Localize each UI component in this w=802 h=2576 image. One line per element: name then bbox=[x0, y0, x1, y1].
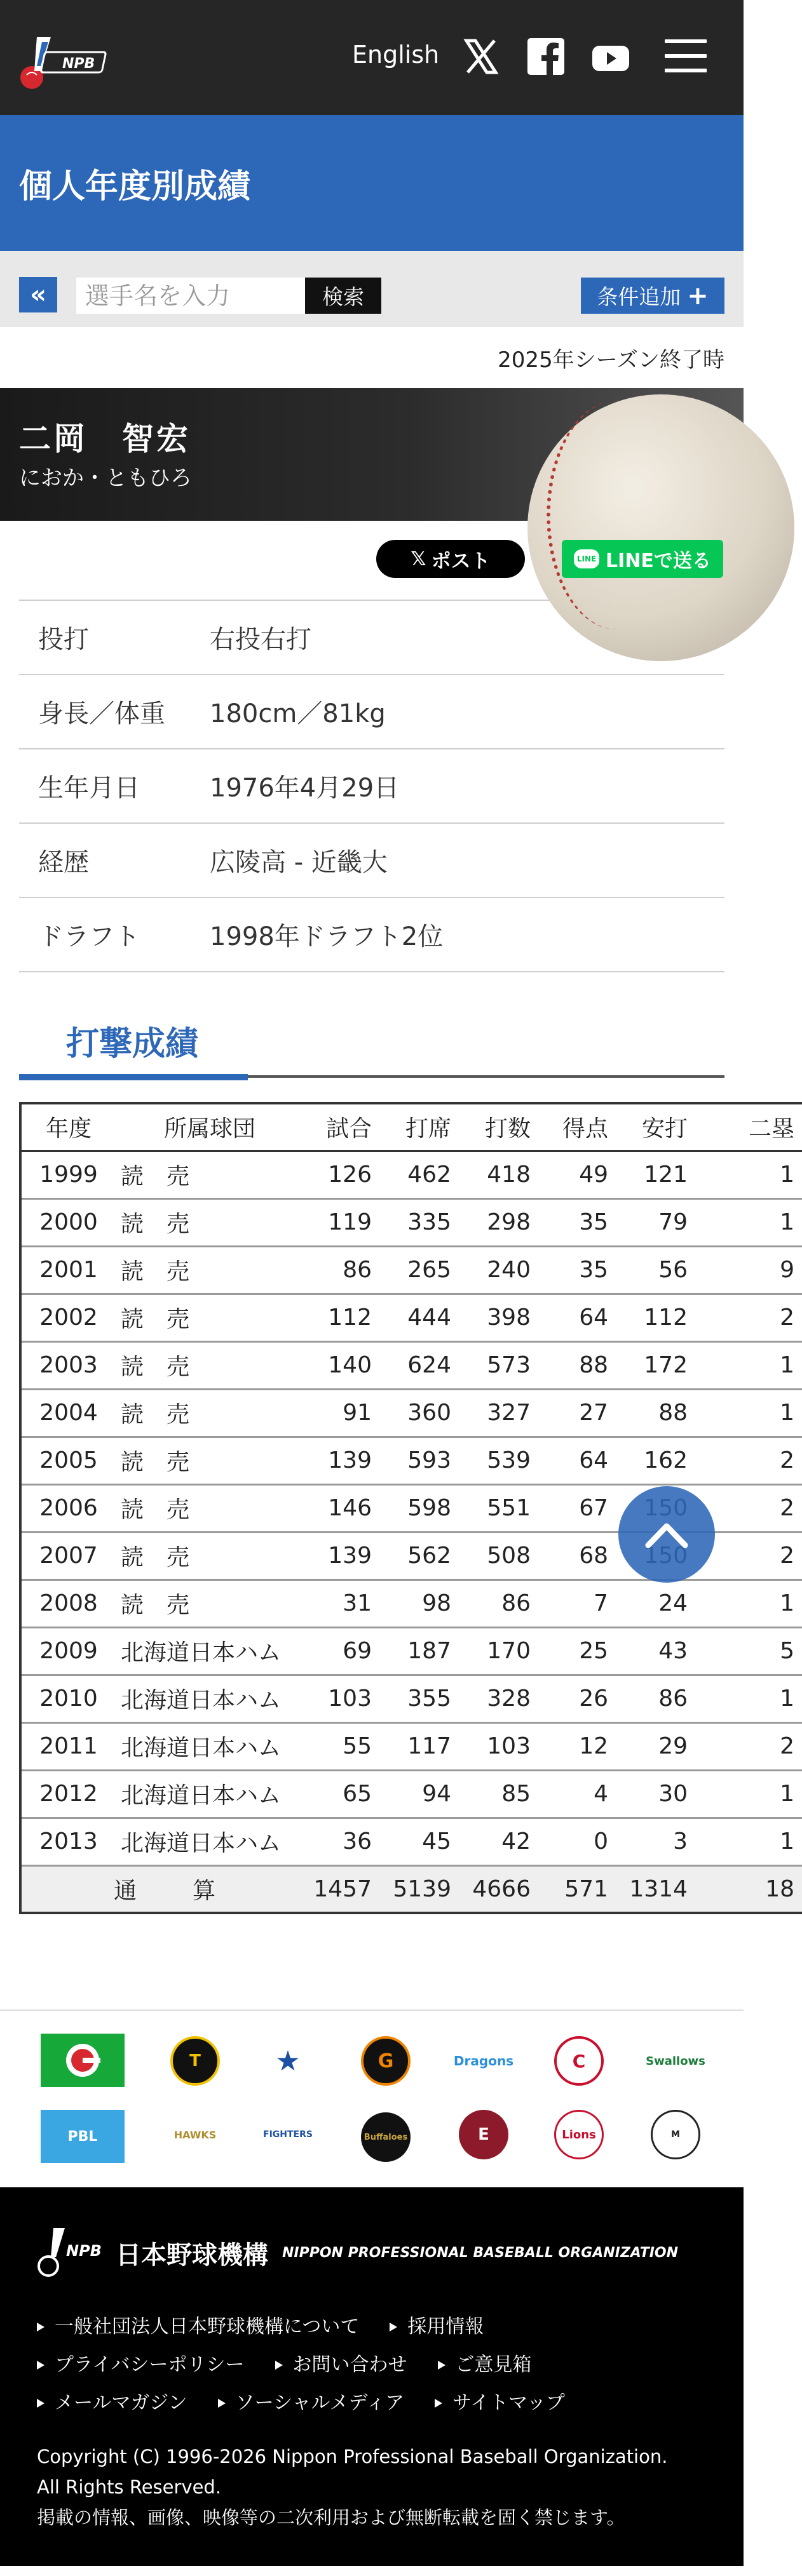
stat-cell: 1 bbox=[695, 1580, 802, 1627]
profile-label: ドラフト bbox=[38, 922, 140, 951]
profile-value: 1976年4月29日 bbox=[210, 774, 400, 803]
profile-label: 生年月日 bbox=[38, 774, 140, 803]
stat-cell: 68 bbox=[538, 1532, 616, 1580]
stat-cell: 3 bbox=[616, 1818, 695, 1865]
svg-text:NPB: NPB bbox=[66, 2242, 102, 2260]
year-cell: 2009 bbox=[20, 1627, 116, 1675]
stat-cell: 85 bbox=[459, 1770, 538, 1818]
stat-cell: 2 bbox=[695, 1722, 802, 1770]
stat-cell: 119 bbox=[306, 1198, 379, 1246]
table-row bbox=[20, 1246, 802, 1294]
stat-cell: 24 bbox=[616, 1580, 695, 1627]
table-header-row bbox=[20, 1103, 802, 1151]
column-header: 得点 bbox=[538, 1103, 616, 1151]
english-link[interactable]: English bbox=[352, 41, 440, 69]
stat-cell: 1 bbox=[695, 1770, 802, 1818]
table-row bbox=[20, 1198, 802, 1246]
giants-logo[interactable]: G bbox=[361, 2036, 411, 2086]
footer-logo-en: NIPPON PROFESSIONAL BASEBALL ORGANIZATION bbox=[282, 2244, 679, 2261]
stat-cell: 45 bbox=[379, 1818, 459, 1865]
column-header: 安打 bbox=[616, 1103, 695, 1151]
profile-label: 経歴 bbox=[38, 848, 89, 877]
stat-cell: 462 bbox=[379, 1151, 459, 1198]
stat-cell: 1 bbox=[695, 1198, 802, 1246]
footer-link-row bbox=[37, 2346, 595, 2384]
stat-cell: 64 bbox=[538, 1437, 616, 1484]
dragons-logo[interactable]: Dragons bbox=[459, 2036, 508, 2086]
stat-cell: 139 bbox=[306, 1437, 379, 1484]
stat-cell: 170 bbox=[459, 1627, 538, 1675]
stat-cell: 1 bbox=[695, 1818, 802, 1865]
footer-link[interactable]: ご意見箱 bbox=[438, 2346, 532, 2384]
stat-cell: 86 bbox=[306, 1246, 379, 1294]
year-cell: 1999 bbox=[20, 1151, 116, 1198]
table-row bbox=[20, 1294, 802, 1341]
site-footer bbox=[0, 2187, 744, 2566]
total-cell: 5139 bbox=[379, 1865, 459, 1913]
stat-cell: 418 bbox=[459, 1151, 538, 1198]
stat-cell: 103 bbox=[306, 1675, 379, 1722]
search-bar bbox=[0, 251, 744, 327]
add-condition-label: 条件追加 bbox=[597, 285, 681, 309]
stat-cell: 112 bbox=[616, 1294, 695, 1341]
footer-link[interactable]: ソーシャルメディア bbox=[218, 2384, 405, 2422]
profile-row bbox=[19, 749, 724, 824]
total-cell: 571 bbox=[538, 1865, 616, 1913]
stat-cell: 36 bbox=[306, 1818, 379, 1865]
year-cell: 2000 bbox=[20, 1198, 116, 1246]
stat-cell: 27 bbox=[538, 1389, 616, 1437]
x-icon[interactable] bbox=[463, 38, 500, 75]
stat-cell: 64 bbox=[538, 1294, 616, 1341]
stat-cell: 444 bbox=[379, 1294, 459, 1341]
stat-cell: 42 bbox=[459, 1818, 538, 1865]
add-condition-button[interactable] bbox=[581, 278, 724, 314]
season-note: 2025年シーズン終了時 bbox=[498, 347, 724, 373]
year-cell: 2008 bbox=[20, 1580, 116, 1627]
stat-cell: 49 bbox=[538, 1151, 616, 1198]
profile-row bbox=[19, 675, 724, 749]
site-header bbox=[0, 0, 744, 115]
stat-cell: 65 bbox=[306, 1770, 379, 1818]
line-share-button[interactable] bbox=[562, 540, 723, 578]
stat-cell: 598 bbox=[379, 1484, 459, 1532]
year-cell: 2013 bbox=[20, 1818, 116, 1865]
stat-cell: 5 bbox=[695, 1627, 802, 1675]
stat-cell: 67 bbox=[538, 1484, 616, 1532]
stat-cell: 1 bbox=[695, 1389, 802, 1437]
stat-cell: 79 bbox=[616, 1198, 695, 1246]
table-row bbox=[20, 1341, 802, 1389]
total-cell: 1457 bbox=[306, 1865, 379, 1913]
stat-cell: 121 bbox=[616, 1151, 695, 1198]
stat-cell: 298 bbox=[459, 1198, 538, 1246]
share-row bbox=[0, 521, 744, 600]
stat-cell: 103 bbox=[459, 1722, 538, 1770]
svg-text:NPB: NPB bbox=[62, 56, 95, 72]
stat-cell: 335 bbox=[379, 1198, 459, 1246]
buffaloes-logo[interactable]: Buffaloes bbox=[361, 2112, 411, 2162]
page-title: 個人年度別成績 bbox=[19, 167, 251, 206]
stat-cell: 2 bbox=[695, 1437, 802, 1484]
fighters-logo[interactable]: FIGHTERS bbox=[263, 2110, 313, 2159]
title-bar bbox=[0, 115, 744, 251]
stat-cell: 140 bbox=[306, 1341, 379, 1389]
stat-cell: 55 bbox=[306, 1722, 379, 1770]
stat-cell: 91 bbox=[306, 1389, 379, 1437]
profile-value: 広陵高 - 近畿大 bbox=[210, 848, 388, 877]
stat-cell: 0 bbox=[538, 1818, 616, 1865]
table-row bbox=[20, 1437, 802, 1484]
stat-cell: 12 bbox=[538, 1722, 616, 1770]
year-cell: 2001 bbox=[20, 1246, 116, 1294]
total-cell: 1314 bbox=[616, 1865, 695, 1913]
footer-link-row bbox=[37, 2308, 595, 2346]
stat-cell: 86 bbox=[459, 1580, 538, 1627]
player-profile bbox=[19, 600, 724, 972]
stat-cell: 88 bbox=[538, 1341, 616, 1389]
team-cell: 読 売 bbox=[116, 1246, 306, 1294]
stat-cell: 172 bbox=[616, 1341, 695, 1389]
swallows-logo[interactable]: Swallows bbox=[651, 2036, 700, 2086]
x-icon: 𝕏 bbox=[411, 547, 426, 570]
scroll-to-top-button[interactable] bbox=[618, 1486, 715, 1583]
team-cell: 読 売 bbox=[116, 1294, 306, 1341]
stat-cell: 7 bbox=[538, 1580, 616, 1627]
back-button[interactable] bbox=[19, 277, 57, 312]
menu-icon[interactable] bbox=[665, 39, 707, 72]
footer-link[interactable]: 採用情報 bbox=[390, 2308, 484, 2346]
footer-link[interactable]: メールマガジン bbox=[37, 2384, 187, 2422]
npb-mark-icon bbox=[37, 2224, 107, 2281]
player-search-input[interactable] bbox=[76, 278, 305, 314]
stat-cell: 327 bbox=[459, 1389, 538, 1437]
team-cell: 北海道日本ハム bbox=[116, 1722, 306, 1770]
table-row bbox=[20, 1770, 802, 1818]
copyright-line: Copyright (C) 1996-2026 Nippon Professional Baseball Organization. bbox=[37, 2446, 668, 2467]
year-cell: 2003 bbox=[20, 1341, 116, 1389]
footer-link[interactable]: プライバシーポリシー bbox=[37, 2346, 245, 2384]
stat-cell: 240 bbox=[459, 1246, 538, 1294]
profile-value: 右投右打 bbox=[210, 625, 311, 654]
player-kana: におか・ともひろ bbox=[19, 466, 192, 491]
table-total-row bbox=[20, 1865, 802, 1913]
team-cell: 読 売 bbox=[116, 1484, 306, 1532]
stat-cell: 1 bbox=[695, 1151, 802, 1198]
team-cell: 読 売 bbox=[116, 1580, 306, 1627]
central-league-logo[interactable] bbox=[41, 2034, 125, 2087]
column-header: 打席 bbox=[379, 1103, 459, 1151]
search-button[interactable]: 検索 bbox=[305, 278, 381, 314]
stat-cell: 508 bbox=[459, 1532, 538, 1580]
batting-section-title: 打撃成績 bbox=[66, 1025, 199, 1063]
column-header: 年度 bbox=[20, 1103, 116, 1151]
marines-logo[interactable]: M bbox=[651, 2110, 700, 2159]
table-row bbox=[20, 1675, 802, 1722]
total-cell: 18 bbox=[695, 1865, 802, 1913]
carp-logo[interactable]: C bbox=[554, 2036, 604, 2086]
year-cell: 2006 bbox=[20, 1484, 116, 1532]
stat-cell: 86 bbox=[616, 1675, 695, 1722]
column-header: 所属球団 bbox=[116, 1103, 306, 1151]
table-row bbox=[20, 1151, 802, 1198]
stat-cell: 98 bbox=[379, 1580, 459, 1627]
footer-link[interactable]: お問い合わせ bbox=[275, 2346, 407, 2384]
profile-value: 180cm／81kg bbox=[210, 699, 386, 728]
team-cell: 北海道日本ハム bbox=[116, 1627, 306, 1675]
x-post-button[interactable] bbox=[376, 540, 525, 578]
team-cell: 北海道日本ハム bbox=[116, 1770, 306, 1818]
profile-label: 身長／体重 bbox=[38, 699, 165, 728]
baystars-logo[interactable]: ★ bbox=[263, 2036, 313, 2086]
batting-section-header bbox=[19, 1010, 724, 1078]
stat-cell: 2 bbox=[695, 1532, 802, 1580]
x-post-label: ポスト bbox=[431, 549, 491, 573]
eagles-logo[interactable]: E bbox=[459, 2110, 508, 2159]
stat-cell: 69 bbox=[306, 1627, 379, 1675]
stat-cell: 146 bbox=[306, 1484, 379, 1532]
stat-cell: 35 bbox=[538, 1246, 616, 1294]
youtube-icon[interactable] bbox=[592, 38, 629, 75]
total-label: 通 算 bbox=[20, 1865, 306, 1913]
stat-cell: 328 bbox=[459, 1675, 538, 1722]
copyright bbox=[37, 2441, 667, 2533]
stat-cell: 624 bbox=[379, 1341, 459, 1389]
table-row bbox=[20, 1580, 802, 1627]
stat-cell: 30 bbox=[616, 1770, 695, 1818]
footer-link[interactable]: 一般社団法人日本野球機構について bbox=[37, 2308, 359, 2346]
stat-cell: 29 bbox=[616, 1722, 695, 1770]
stat-cell: 2 bbox=[695, 1484, 802, 1532]
stat-cell: 25 bbox=[538, 1627, 616, 1675]
profile-row bbox=[19, 824, 724, 898]
double-chevron-left-icon: « bbox=[30, 280, 43, 309]
team-cell: 北海道日本ハム bbox=[116, 1818, 306, 1865]
column-header: 打数 bbox=[459, 1103, 538, 1151]
section-underline bbox=[19, 1074, 248, 1080]
team-cell: 北海道日本ハム bbox=[116, 1675, 306, 1722]
year-cell: 2010 bbox=[20, 1675, 116, 1722]
table-row bbox=[20, 1722, 802, 1770]
column-header: 試合 bbox=[306, 1103, 379, 1151]
footer-logo[interactable] bbox=[37, 2224, 678, 2281]
stat-cell: 9 bbox=[695, 1246, 802, 1294]
profile-value: 1998年ドラフト2位 bbox=[210, 922, 444, 951]
footer-logo-jp: 日本野球機構 bbox=[116, 2240, 268, 2270]
team-cell: 読 売 bbox=[116, 1341, 306, 1389]
total-cell: 4666 bbox=[459, 1865, 538, 1913]
stat-cell: 88 bbox=[616, 1389, 695, 1437]
stat-cell: 4 bbox=[538, 1770, 616, 1818]
stat-cell: 1 bbox=[695, 1341, 802, 1389]
stat-cell: 360 bbox=[379, 1389, 459, 1437]
column-header: 二塁 bbox=[695, 1103, 802, 1151]
team-cell: 読 売 bbox=[116, 1532, 306, 1580]
team-cell: 読 売 bbox=[116, 1437, 306, 1484]
stat-cell: 593 bbox=[379, 1437, 459, 1484]
line-share-label: LINEで送る bbox=[606, 550, 711, 572]
footer-link-row bbox=[37, 2384, 595, 2422]
stat-cell: 162 bbox=[616, 1437, 695, 1484]
footer-link[interactable]: サイトマップ bbox=[435, 2384, 565, 2422]
stat-cell: 187 bbox=[379, 1627, 459, 1675]
tigers-logo[interactable]: T bbox=[170, 2036, 220, 2086]
player-name: 二岡 智宏 bbox=[19, 420, 191, 457]
stat-cell: 573 bbox=[459, 1341, 538, 1389]
table-row bbox=[20, 1818, 802, 1865]
stat-cell: 2 bbox=[695, 1294, 802, 1341]
hawks-logo[interactable]: HAWKS bbox=[170, 2110, 220, 2159]
stat-cell: 265 bbox=[379, 1246, 459, 1294]
stat-cell: 112 bbox=[306, 1294, 379, 1341]
copyright-line: All Rights Reserved. bbox=[37, 2476, 222, 2498]
stat-cell: 139 bbox=[306, 1532, 379, 1580]
year-cell: 2005 bbox=[20, 1437, 116, 1484]
stat-cell: 126 bbox=[306, 1151, 379, 1198]
stat-cell: 539 bbox=[459, 1437, 538, 1484]
stat-cell: 35 bbox=[538, 1198, 616, 1246]
chevron-up-icon bbox=[644, 1520, 689, 1549]
table-row bbox=[20, 1627, 802, 1675]
profile-label: 投打 bbox=[38, 625, 89, 654]
team-cell: 読 売 bbox=[116, 1389, 306, 1437]
lions-logo[interactable]: Lions bbox=[554, 2110, 604, 2159]
table-row bbox=[20, 1389, 802, 1437]
stat-cell: 1 bbox=[695, 1675, 802, 1722]
year-cell: 2011 bbox=[20, 1722, 116, 1770]
stat-cell: 398 bbox=[459, 1294, 538, 1341]
stat-cell: 43 bbox=[616, 1627, 695, 1675]
stat-cell: 56 bbox=[616, 1246, 695, 1294]
stat-cell: 94 bbox=[379, 1770, 459, 1818]
stat-cell: 31 bbox=[306, 1580, 379, 1627]
team-logos bbox=[0, 2009, 744, 2187]
team-cell: 読 売 bbox=[116, 1151, 306, 1198]
year-cell: 2002 bbox=[20, 1294, 116, 1341]
stat-cell: 26 bbox=[538, 1675, 616, 1722]
npb-logo[interactable] bbox=[18, 30, 113, 94]
stat-cell: 551 bbox=[459, 1484, 538, 1532]
facebook-icon[interactable] bbox=[527, 38, 564, 75]
player-banner bbox=[0, 388, 744, 521]
year-cell: 2004 bbox=[20, 1389, 116, 1437]
stat-cell: 562 bbox=[379, 1532, 459, 1580]
year-cell: 2007 bbox=[20, 1532, 116, 1580]
pacific-league-logo[interactable]: PBL bbox=[41, 2110, 125, 2163]
stat-cell: 355 bbox=[379, 1675, 459, 1722]
profile-row bbox=[19, 898, 724, 972]
line-icon: LINE bbox=[574, 549, 599, 568]
footer-links bbox=[37, 2308, 595, 2422]
year-cell: 2012 bbox=[20, 1770, 116, 1818]
team-cell: 読 売 bbox=[116, 1198, 306, 1246]
usage-notice: 掲載の情報、画像、映像等の二次利用および無断転載を固く禁じます。 bbox=[37, 2507, 625, 2528]
stat-cell: 117 bbox=[379, 1722, 459, 1770]
plus-icon: + bbox=[687, 281, 709, 311]
